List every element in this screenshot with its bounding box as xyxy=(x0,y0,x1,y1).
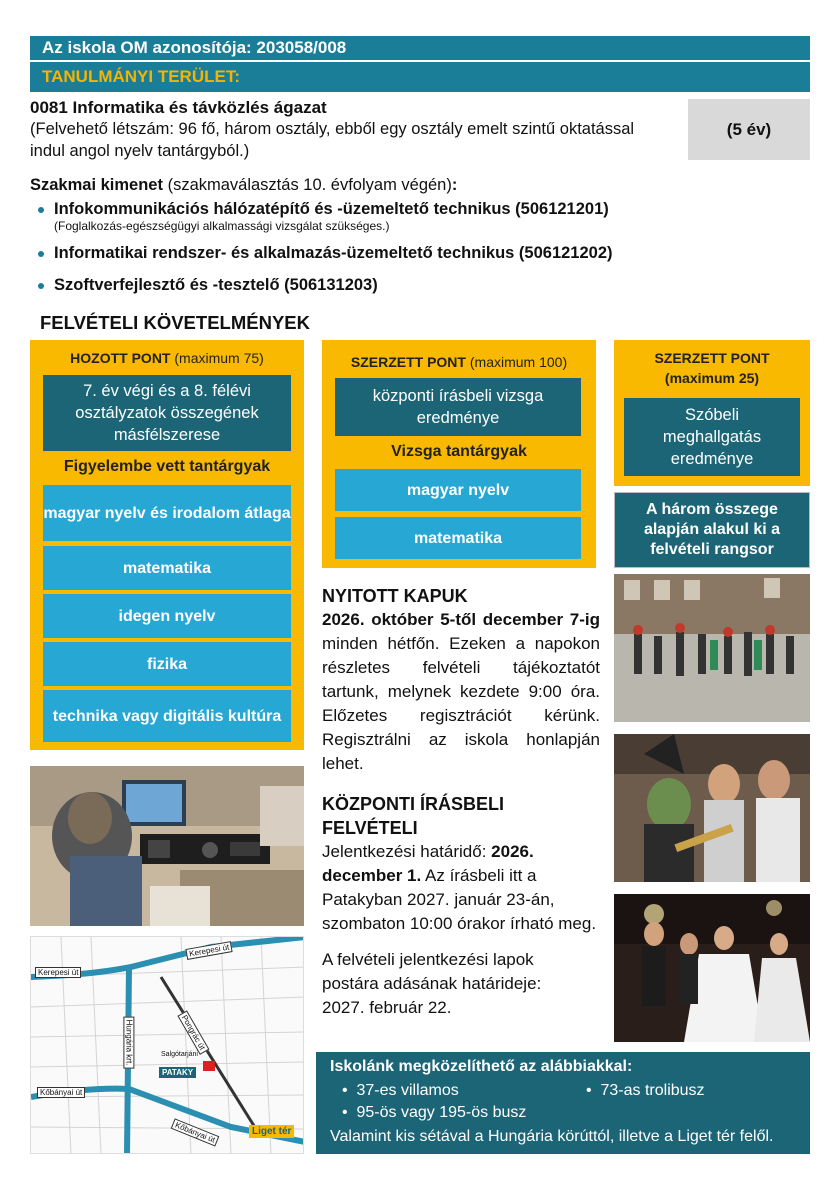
map-label-kerepesi-1: Kerepesi út xyxy=(35,967,81,978)
study-area-label: TANULMÁNYI TERÜLET: xyxy=(42,67,240,86)
deadline-body: Az írásbeli itt a Patakyban 2027. január 23-án, szombaton 10:00 órakor írható meg. xyxy=(322,866,597,933)
subject-box xyxy=(43,485,291,541)
list-item: • 37-es villamos xyxy=(342,1082,459,1099)
subject-label: technika vagy digitális kultúra xyxy=(52,707,282,725)
central-exam-section xyxy=(322,792,598,1020)
ranking-note-text: A három összege alapján alakul ki a felvételi rangsor xyxy=(643,501,781,558)
open-days-date: 2026. október 5-től december 7-ig xyxy=(322,610,600,629)
szerzett-100-heading-rest: (maximum 100) xyxy=(465,354,568,370)
map-label-kobanyai-2: Kőbányai út xyxy=(171,1118,220,1146)
program-intro xyxy=(30,98,660,162)
hozott-heading-rest: (maximum 75) xyxy=(170,350,264,366)
map-label-salgotarjani: Salgótarjáni xyxy=(161,1051,198,1058)
hozott-panel xyxy=(30,340,304,750)
map-label-kobanyai-1: Kőbányai út xyxy=(37,1087,85,1098)
map-label-hungaria: Hungária krt. xyxy=(123,1017,134,1069)
subject-label: magyar nyelv xyxy=(406,481,510,499)
om-id-label: Az iskola OM azonosítója: 203058/008 xyxy=(42,38,347,57)
open-days-title: NYITOTT KAPUK xyxy=(322,586,468,606)
list-item: • 73-as trolibusz xyxy=(586,1082,705,1099)
location-map xyxy=(30,936,304,1154)
map-label-liget-ter: Liget tér xyxy=(249,1125,294,1138)
subject-label: magyar nyelv és irodalom átlaga xyxy=(43,504,291,522)
open-day-crowd-photo xyxy=(614,574,810,722)
outcomes-heading-bold: Szakmai kimenet xyxy=(30,176,163,194)
bullet-icon xyxy=(38,251,44,257)
transport-footer: Valamint kis sétával a Hungária körúttól, illetve a Liget tér felől. xyxy=(330,1128,774,1145)
subject-box xyxy=(335,517,581,559)
central-exam-text xyxy=(322,840,598,936)
map-label-kerepesi-2: Kerepesi út xyxy=(185,941,233,960)
hozott-description xyxy=(43,375,291,451)
szerzett-100-description-text: központi írásbeli vizsga eredménye xyxy=(372,387,544,427)
szerzett-25-heading xyxy=(614,348,810,388)
szerzett-25-heading-bold: SZERZETT PONT xyxy=(654,350,770,366)
open-days-text xyxy=(322,608,600,776)
subject-label: matematika xyxy=(122,559,212,577)
szerzett-100-heading-bold: SZERZETT PONT xyxy=(350,354,466,370)
program-title: 0081 Informatika és távközlés ágazat xyxy=(30,98,327,117)
subject-label: idegen nyelv xyxy=(118,607,216,625)
deadline-label: Jelentkezési határidő: xyxy=(322,842,492,861)
subject-box xyxy=(43,690,291,742)
subject-box xyxy=(43,642,291,686)
outcome-label: Szoftverfejlesztő és -tesztelő (506131203) xyxy=(54,276,378,294)
szerzett-100-heading xyxy=(322,352,596,372)
transport-bus: 95-ös vagy 195-ös busz xyxy=(356,1104,527,1121)
open-days-section xyxy=(322,584,600,776)
transport-tram: 37-es villamos xyxy=(356,1082,459,1099)
duration-badge xyxy=(688,99,810,160)
szerzett-25-description-text: Szóbeli meghallgatás eredménye xyxy=(662,406,762,468)
om-id-bar xyxy=(30,36,810,60)
carnival-photo xyxy=(614,734,810,882)
list-item: • 95-ös vagy 195-ös busz xyxy=(342,1104,527,1121)
list-item xyxy=(30,243,810,263)
bullet-icon xyxy=(38,283,44,289)
hozott-heading xyxy=(30,348,304,368)
exam-subjects-heading: Vizsga tantárgyak xyxy=(391,443,527,460)
hozott-description-text: 7. év végi és a 8. félévi osztályzatok összegének másfélszerese xyxy=(75,382,259,444)
szerzett-100-panel xyxy=(322,340,596,568)
central-exam-title: KÖZPONTI ÍRÁSBELI FELVÉTELI xyxy=(322,794,505,838)
outcomes-heading-colon: : xyxy=(451,176,458,194)
post-deadline-text: A felvételi jelentkezési lapok postára adásának határideje: 2027. február 22. xyxy=(322,950,542,1017)
transport-title: Iskolánk megközelíthető az alábbiakkal: xyxy=(330,1058,633,1075)
szerzett-25-description xyxy=(624,398,800,476)
list-item xyxy=(30,199,810,234)
program-description: (Felvehető létszám: 96 fő, három osztály, ebből egy osztály emelt szintű oktatással indul angol nyelv tantárgyból.) xyxy=(30,120,635,160)
list-item xyxy=(30,275,810,295)
transport-box xyxy=(316,1052,810,1154)
subject-label: fizika xyxy=(146,655,187,673)
outcome-label: Infokommunikációs hálózatépítő és -üzemeltető technikus (506121201) xyxy=(54,200,609,218)
requirements-title: FELVÉTELI KÖVETELMÉNYEK xyxy=(40,312,310,333)
outcome-note: (Foglalkozás-egészségügyi alkalmassági vizsgálat szükséges.) xyxy=(54,219,390,233)
classroom-photo xyxy=(30,766,304,926)
outcomes-list xyxy=(30,199,810,295)
transport-trolley: 73-as trolibusz xyxy=(600,1082,705,1099)
open-days-body: minden hétfőn. Ezeken a napokon részletes felvételi tájékoztatót tartunk, melynek kezdete 9:00 óra. Előzetes regisztrációt kérünk. Regisztrálni az iskola honlapján lehet. xyxy=(322,634,600,773)
szerzett-25-heading-rest: (maximum 25) xyxy=(664,370,760,386)
subject-box xyxy=(43,546,291,590)
bullet-icon xyxy=(38,207,44,213)
outcomes-heading-rest: (szakmaválasztás 10. évfolyam végén) xyxy=(162,176,452,194)
szerzett-100-description xyxy=(335,378,581,436)
szerzett-25-panel xyxy=(614,340,810,486)
study-area-bar xyxy=(30,62,810,92)
map-label-pongrac: Pongrác út xyxy=(177,1010,209,1054)
ball-photo xyxy=(614,894,810,1042)
subject-box xyxy=(43,594,291,638)
outcomes-section xyxy=(30,176,810,295)
outcomes-heading xyxy=(30,176,810,195)
outcome-label: Informatikai rendszer- és alkalmazás-üzemeltető technikus (506121202) xyxy=(54,244,613,262)
subject-box xyxy=(335,469,581,511)
deadline-date: 2026. december 1. xyxy=(322,842,534,885)
ranking-note xyxy=(614,492,810,568)
hozott-heading-bold: HOZOTT PONT xyxy=(70,350,171,366)
hozott-subjects-heading: Figyelembe vett tantárgyak xyxy=(63,458,271,475)
subject-label: matematika xyxy=(413,529,503,547)
map-label-pataky: PATAKY xyxy=(159,1067,196,1078)
duration-label: (5 év) xyxy=(726,119,772,139)
